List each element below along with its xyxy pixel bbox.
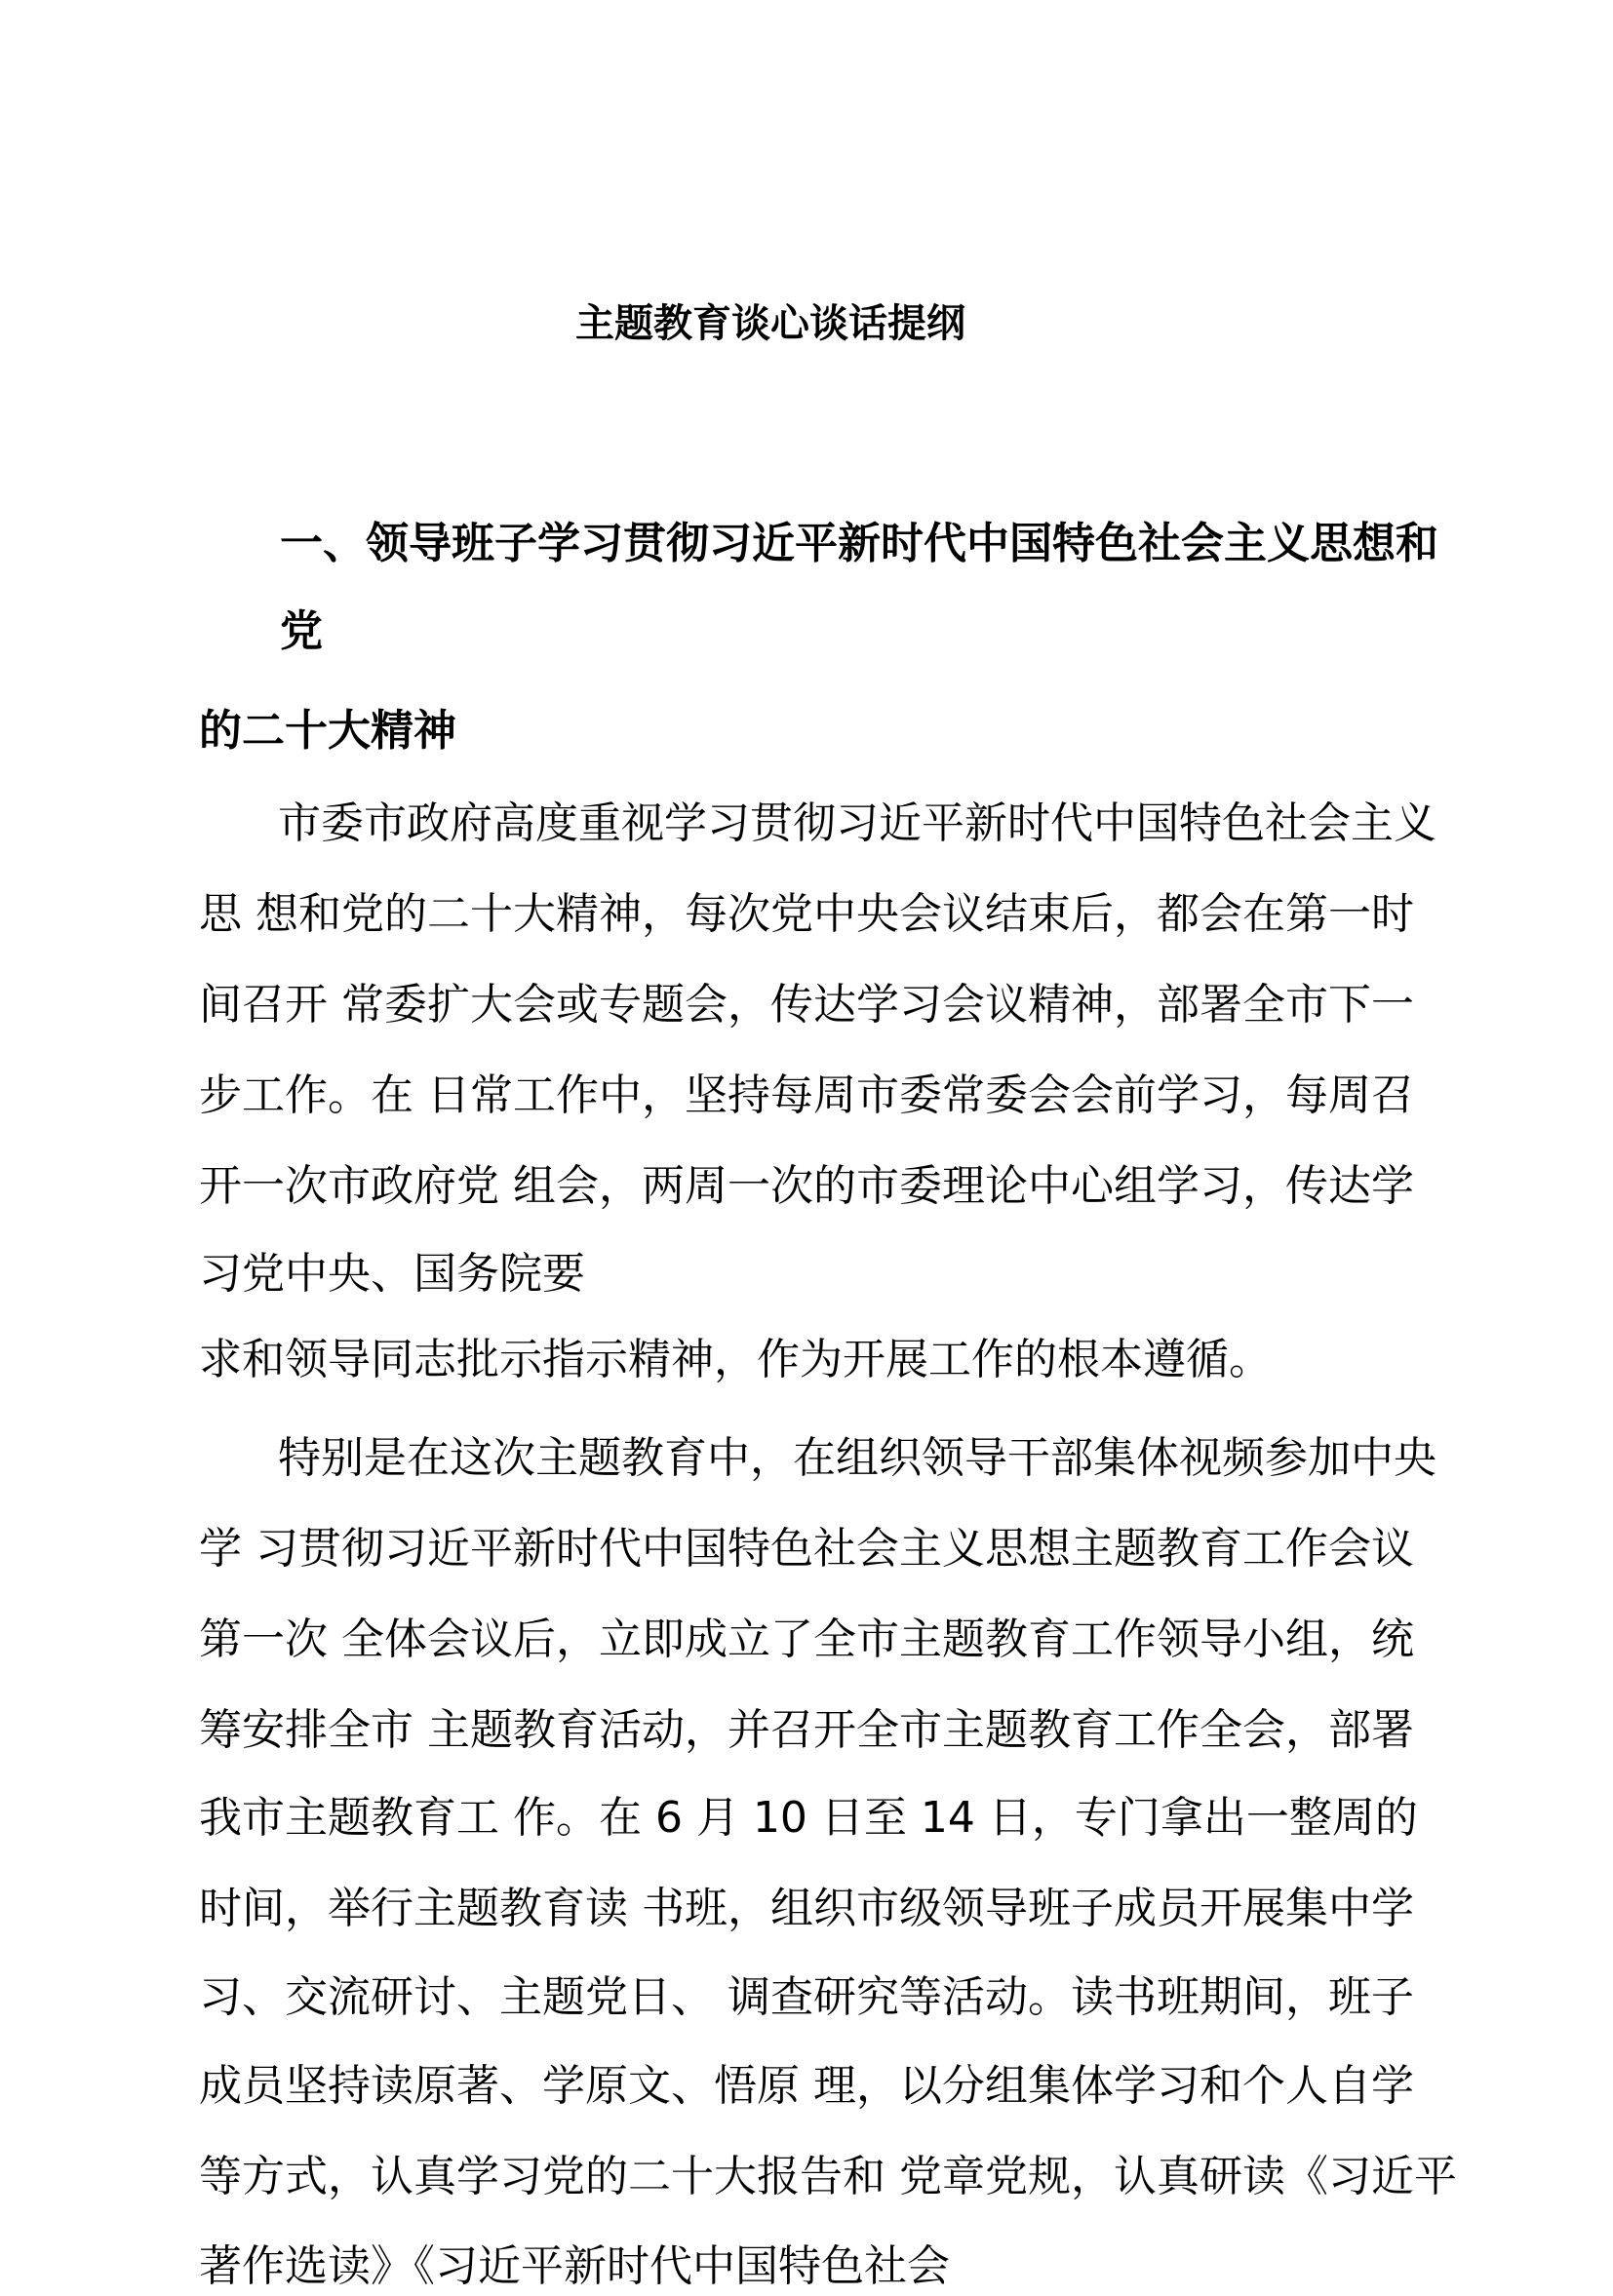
section-heading-line: 一、领导班子学习贯彻习近平新时代中国特色社会主义思想和 [280,519,1438,568]
paragraph-line: 开一次市政府党 组会，两周一次的市委理论中心组学习，传达学 [199,1161,1414,1211]
document-title: 主题教育谈心谈话提纲 [575,301,965,346]
paragraph-line: 等方式，认真学习党的二十大报告和 党章党规，认真研读《习近平 [199,2152,1457,2201]
paragraph-line: 成员坚持读原著、学原文、悟原 理，以分组集体学习和个人自学 [199,2061,1414,2111]
paragraph-line: 间召开 常委扩大会或专题会，传达学习会议精神，部署全市下一 [199,980,1414,1030]
section-heading-line: 的二十大精神 [199,706,456,756]
paragraph-line: 著作选读》《习近平新时代中国特色社会 [199,2241,950,2291]
paragraph-line: 求和领导同志批示指示精神，作为开展工作的根本遵循。 [199,1335,1272,1384]
paragraph-line: 市委市政府高度重视学习贯彻习近平新时代中国特色社会主义 [278,798,1436,848]
paragraph-line: 第一次 全体会议后，立即成立了全市主题教育工作领导小组，统 [199,1615,1414,1664]
paragraph-line: 我市主题教育工 作。在 6 月 10 日至 14 日，专门拿出一整周的 [199,1793,1418,1843]
paragraph-line: 特别是在这次主题教育中，在组织领导干部集体视频参加中央 [278,1433,1436,1483]
paragraph-line: 学 习贯彻习近平新时代中国特色社会主义思想主题教育工作会议 [199,1524,1414,1574]
section-heading-line: 党 [280,606,323,656]
paragraph-line: 时间，举行主题教育读 书班，组织市级领导班子成员开展集中学 [199,1884,1414,1933]
paragraph-line: 习党中央、国务院要 [199,1249,585,1299]
paragraph-line: 习、交流研讨、主题党日、 调查研究等活动。读书班期间，班子 [199,1972,1414,2022]
paragraph-line: 筹安排全市 主题教育活动，并召开全市主题教育工作全会，部署 [199,1705,1414,1755]
paragraph-line: 思 想和党的二十大精神，每次党中央会议结束后，都会在第一时 [199,889,1414,939]
paragraph-line: 步工作。在 日常工作中，坚持每周市委常委会会前学习，每周召 [199,1070,1414,1120]
